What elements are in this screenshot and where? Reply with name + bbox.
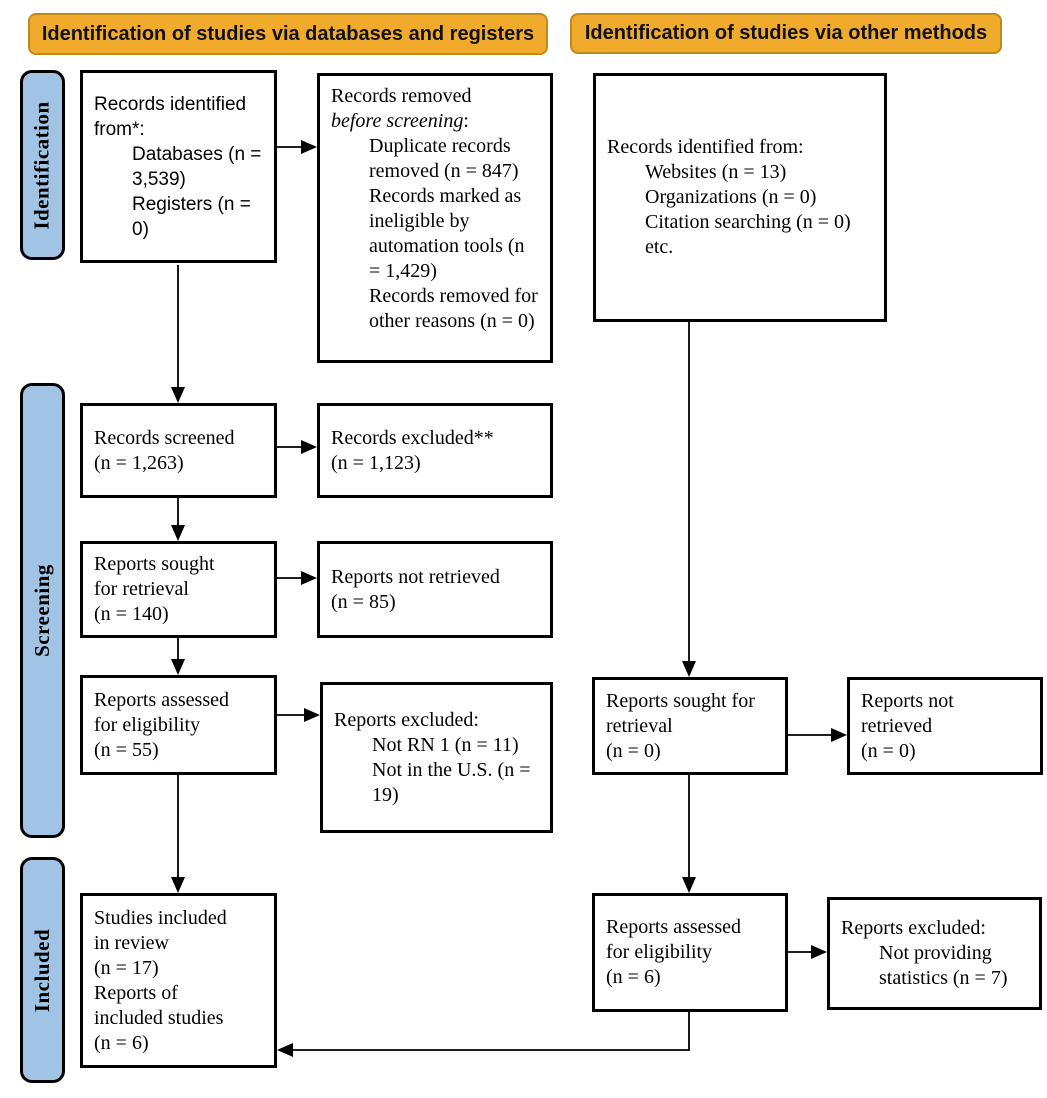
box-studies-included-line: Reports of [94,981,178,1004]
box-reports-sought-line: (n = 140) [94,603,169,625]
header-databases-registers-label: Identification of studies via databases and registers [41,22,535,45]
title-colon: : [463,110,469,132]
box-records-removed-item: Records removed for other reasons (n = 0) [369,285,538,332]
box-studies-included-line: (n = 6) [94,1031,149,1054]
box-other-assessed [592,893,788,1012]
box-other-identified-item: etc. [645,236,674,258]
box-reports-not-retrieved-line: (n = 85) [331,590,396,613]
box-other-excluded-title: Reports excluded: [841,917,986,939]
box-records-identified-item: Registers (n = 0) [132,193,251,240]
box-reports-sought-line: for retrieval [94,578,189,600]
box-studies-included-line: in review [94,931,169,954]
box-other-excluded [827,897,1042,1010]
box-other-sought [592,677,788,775]
box-other-excluded-item: Not providing statistics (n = 7) [879,942,1008,989]
box-other-assessed-line: for eligibility [606,941,713,963]
box-other-sought-line: (n = 0) [606,739,661,762]
box-reports-sought-line: Reports sought [94,553,215,575]
before-screening-italic: before screening [331,110,464,132]
box-studies-included [80,893,277,1068]
box-other-not-retrieved-line: retrieved [861,714,933,737]
side-label-included [20,857,65,1083]
box-records-screened-line: (n = 1,263) [94,451,184,474]
box-records-screened-line: Records screened [94,426,235,449]
side-label-screening-text: Screening [30,564,54,657]
box-reports-excluded [320,682,553,833]
box-reports-assessed-line: (n = 55) [94,738,159,761]
side-label-included-text: Included [30,928,54,1012]
box-records-identified-item: Databases (n = 3,539) [132,143,262,190]
box-reports-sought [80,541,277,638]
box-other-identified-title: Records identified from: [607,136,804,158]
box-reports-not-retrieved [317,541,553,638]
box-studies-included-line: included studies [94,1006,224,1029]
box-other-not-retrieved-line: (n = 0) [861,739,916,762]
box-other-not-retrieved-line: Reports not [861,689,954,712]
box-studies-included-line: (n = 17) [94,956,159,979]
box-reports-assessed-line: for eligibility [94,713,201,736]
box-records-identified-title: Records identified from*: [94,93,247,140]
box-reports-excluded-title: Reports excluded: [334,708,479,731]
box-records-excluded-line: Records excluded** [331,426,494,449]
side-label-identification-text: Identification [30,100,54,230]
header-other-methods-label: Identification of studies via other methods [584,22,988,44]
box-reports-excluded-item: Not RN 1 (n = 11) [372,733,519,756]
box-other-sought-line: retrieval [606,714,673,737]
box-reports-excluded-item: Not in the U.S. (n = 19) [372,758,531,806]
box-studies-included-line: Studies included [94,906,227,929]
box-other-assessed-line: Reports assessed [606,916,741,938]
box-other-identified-item: Websites (n = 13) [645,161,787,183]
box-records-excluded-line: (n = 1,123) [331,451,421,474]
box-records-removed [317,73,553,363]
box-records-removed-item: Records marked as ineligible by automation tools (n = 1,429) [369,185,525,282]
box-other-identified [593,73,887,322]
box-other-assessed-line: (n = 6) [606,966,661,988]
box-records-removed-title2 [331,109,539,134]
box-records-removed-item: Duplicate records removed (n = 847) [369,135,519,182]
side-label-identification [20,70,65,260]
box-records-excluded [317,403,553,498]
header-other-methods [570,13,1002,54]
box-other-sought-line: Reports sought for [606,689,755,712]
box-other-identified-item: Citation searching (n = 0) [645,211,851,233]
box-reports-assessed [80,675,277,775]
box-other-not-retrieved [847,677,1043,775]
box-reports-not-retrieved-line: Reports not retrieved [331,565,500,588]
box-records-removed-title: Records removed [331,85,472,107]
box-other-identified-item: Organizations (n = 0) [645,186,817,208]
header-databases-registers [28,13,548,55]
box-records-screened [80,403,277,498]
side-label-screening [20,383,65,838]
box-records-identified [80,70,277,263]
box-reports-assessed-line: Reports assessed [94,688,229,711]
